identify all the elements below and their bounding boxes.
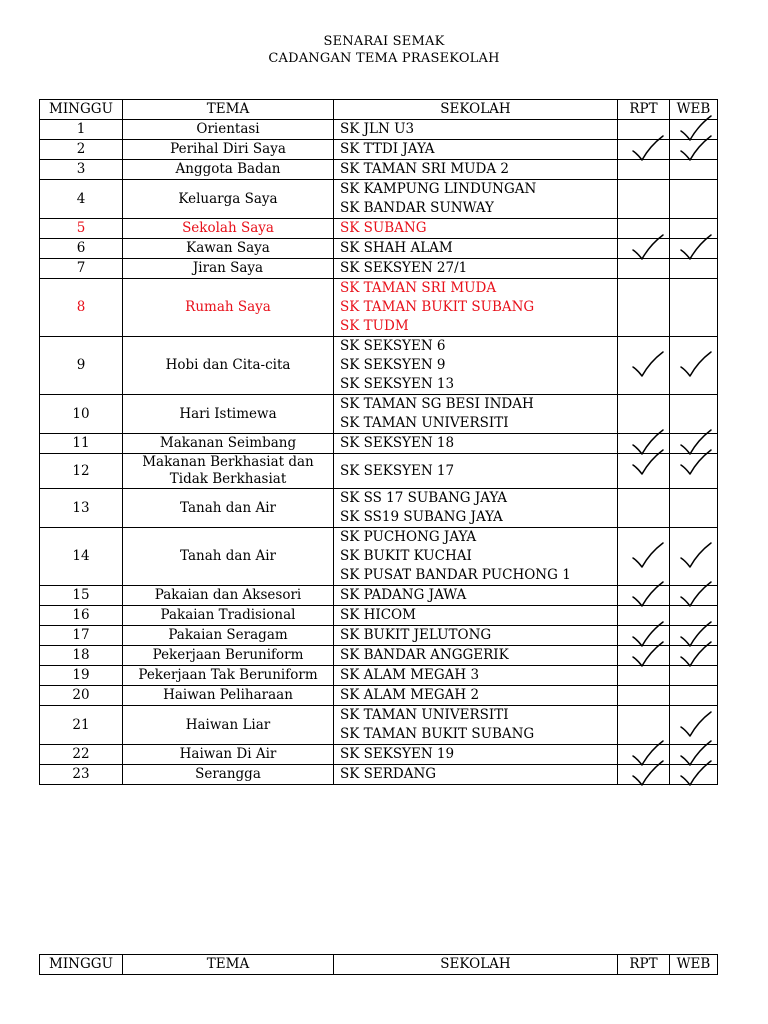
rpt-cell xyxy=(618,686,670,706)
rpt-cell xyxy=(618,646,670,666)
school-name: SK ALAM MEGAH 2 xyxy=(340,687,480,703)
table-row xyxy=(40,586,718,606)
school-name: SK SEKSYEN 13 xyxy=(340,376,455,392)
week-number: 4 xyxy=(40,180,123,219)
table-row xyxy=(40,160,718,180)
table-row xyxy=(40,454,718,489)
web-cell xyxy=(670,160,718,180)
school-name: SK TAMAN SRI MUDA 2 xyxy=(340,161,510,177)
school-name: SK PUSAT BANDAR PUCHONG 1 xyxy=(340,567,571,583)
week-number: 10 xyxy=(40,395,123,434)
school-name: SK TAMAN SRI MUDA xyxy=(340,280,497,296)
rpt-cell xyxy=(618,765,670,785)
school-name: SK TAMAN BUKIT SUBANG xyxy=(340,726,535,742)
school-list xyxy=(334,666,618,686)
week-number: 9 xyxy=(40,337,123,395)
school-name: SK TUDM xyxy=(340,318,409,334)
week-number: 7 xyxy=(40,259,123,279)
school-list xyxy=(334,745,618,765)
table-row xyxy=(40,606,718,626)
school-list xyxy=(334,489,618,528)
check-mark-icon xyxy=(678,233,714,261)
school-list xyxy=(334,528,618,586)
table-row xyxy=(40,259,718,279)
week-number: 13 xyxy=(40,489,123,528)
school-list xyxy=(334,606,618,626)
check-mark-icon xyxy=(630,541,666,569)
checklist-table xyxy=(39,99,718,785)
rpt-cell xyxy=(618,586,670,606)
check-mark-icon xyxy=(630,134,666,162)
header-web: WEB xyxy=(670,100,718,120)
table-row xyxy=(40,745,718,765)
header-theme: TEMA xyxy=(123,100,334,120)
theme-name: Perihal Diri Saya xyxy=(123,140,334,160)
check-mark-icon xyxy=(678,580,714,608)
school-list xyxy=(334,586,618,606)
rpt-cell xyxy=(618,279,670,337)
theme-name: Orientasi xyxy=(123,120,334,140)
week-number: 22 xyxy=(40,745,123,765)
check-mark-icon xyxy=(630,448,666,476)
document-title: SENARAI SEMAK xyxy=(323,34,445,49)
check-mark-icon xyxy=(678,541,714,569)
check-mark-icon xyxy=(678,134,714,162)
week-number: 1 xyxy=(40,120,123,140)
week-number: 8 xyxy=(40,279,123,337)
school-name: SK KAMPUNG LINDUNGAN xyxy=(340,181,537,197)
week-number: 18 xyxy=(40,646,123,666)
check-mark-icon xyxy=(678,710,714,738)
week-number: 15 xyxy=(40,586,123,606)
theme-name: Serangga xyxy=(123,765,334,785)
web-cell xyxy=(670,686,718,706)
rpt-cell xyxy=(618,160,670,180)
table-row xyxy=(40,395,718,434)
web-cell xyxy=(670,180,718,219)
school-name: SK BUKIT KUCHAI xyxy=(340,548,472,564)
table-row xyxy=(40,706,718,745)
web-cell xyxy=(670,239,718,259)
school-list xyxy=(334,259,618,279)
school-name: SK PADANG JAWA xyxy=(340,587,467,603)
rpt-cell xyxy=(618,454,670,489)
school-list xyxy=(334,180,618,219)
school-name: SK BUKIT JELUTONG xyxy=(340,627,492,643)
repeat-header-week: MINGGU xyxy=(40,955,123,975)
theme-name: Hobi dan Cita-cita xyxy=(123,337,334,395)
school-name: SK SS19 SUBANG JAYA xyxy=(340,509,503,525)
school-list xyxy=(334,395,618,434)
web-cell xyxy=(670,259,718,279)
theme-name: Haiwan Liar xyxy=(123,706,334,745)
school-list xyxy=(334,646,618,666)
school-name: SK BANDAR ANGGERIK xyxy=(340,647,509,663)
header-week: MINGGU xyxy=(40,100,123,120)
school-list xyxy=(334,686,618,706)
theme-name: Haiwan Peliharaan xyxy=(123,686,334,706)
school-name: SK HICOM xyxy=(340,607,416,623)
theme-name: Kawan Saya xyxy=(123,239,334,259)
theme-name: Rumah Saya xyxy=(123,279,334,337)
table-row xyxy=(40,239,718,259)
week-number: 16 xyxy=(40,606,123,626)
school-list xyxy=(334,454,618,489)
school-list xyxy=(334,706,618,745)
rpt-cell xyxy=(618,239,670,259)
school-name: SK SEKSYEN 9 xyxy=(340,357,446,373)
school-list xyxy=(334,160,618,180)
theme-name: Tanah dan Air xyxy=(123,528,334,586)
school-name: SK TAMAN BUKIT SUBANG xyxy=(340,299,535,315)
theme-name: Pakaian dan Aksesori xyxy=(123,586,334,606)
theme-name: Keluarga Saya xyxy=(123,180,334,219)
school-list xyxy=(334,140,618,160)
week-number: 20 xyxy=(40,686,123,706)
web-cell xyxy=(670,666,718,686)
theme-name: Pakaian Seragam xyxy=(123,626,334,646)
repeat-header-theme: TEMA xyxy=(123,955,334,975)
week-number: 3 xyxy=(40,160,123,180)
table-row xyxy=(40,279,718,337)
school-name: SK SEKSYEN 6 xyxy=(340,338,446,354)
web-cell xyxy=(670,528,718,586)
table-row xyxy=(40,219,718,239)
theme-name: Sekolah Saya xyxy=(123,219,334,239)
table-row xyxy=(40,666,718,686)
table-row xyxy=(40,140,718,160)
header-rpt: RPT xyxy=(618,100,670,120)
week-number: 5 xyxy=(40,219,123,239)
table-row xyxy=(40,646,718,666)
rpt-cell xyxy=(618,259,670,279)
repeat-header-web: WEB xyxy=(670,955,718,975)
table-row xyxy=(40,626,718,646)
school-name: SK SEKSYEN 19 xyxy=(340,746,455,762)
web-cell xyxy=(670,454,718,489)
theme-name: Makanan Seimbang xyxy=(123,434,334,454)
table-row xyxy=(40,434,718,454)
school-name: SK TAMAN UNIVERSITI xyxy=(340,415,509,431)
table-body xyxy=(40,120,718,785)
header-school: SEKOLAH xyxy=(334,100,618,120)
theme-name: Anggota Badan xyxy=(123,160,334,180)
theme-name: Haiwan Di Air xyxy=(123,745,334,765)
web-cell xyxy=(670,140,718,160)
table-header-row xyxy=(40,100,718,120)
check-mark-icon xyxy=(678,759,714,787)
table-row xyxy=(40,528,718,586)
week-number: 19 xyxy=(40,666,123,686)
school-list xyxy=(334,239,618,259)
check-mark-icon xyxy=(678,448,714,476)
repeat-header-rpt: RPT xyxy=(618,955,670,975)
week-number: 23 xyxy=(40,765,123,785)
check-mark-icon xyxy=(630,580,666,608)
table-row xyxy=(40,489,718,528)
school-name: SK TAMAN UNIVERSITI xyxy=(340,707,509,723)
check-mark-icon xyxy=(678,350,714,378)
school-name: SK JLN U3 xyxy=(340,121,415,137)
document-subtitle: CADANGAN TEMA PRASEKOLAH xyxy=(268,51,500,66)
rpt-cell xyxy=(618,528,670,586)
rpt-cell xyxy=(618,666,670,686)
web-cell xyxy=(670,279,718,337)
table-row xyxy=(40,120,718,140)
week-number: 2 xyxy=(40,140,123,160)
theme-name: Jiran Saya xyxy=(123,259,334,279)
table-row xyxy=(40,180,718,219)
theme-name: Makanan Berkhasiat dan Tidak Berkhasiat xyxy=(123,454,334,489)
school-name: SK SEKSYEN 27/1 xyxy=(340,260,468,276)
rpt-cell xyxy=(618,489,670,528)
web-cell xyxy=(670,765,718,785)
rpt-cell xyxy=(618,337,670,395)
check-mark-icon xyxy=(630,350,666,378)
school-name: SK SEKSYEN 17 xyxy=(340,462,455,479)
repeat-header-school: SEKOLAH xyxy=(334,955,618,975)
table-row xyxy=(40,765,718,785)
school-name: SK ALAM MEGAH 3 xyxy=(340,667,480,683)
theme-name: Tanah dan Air xyxy=(123,489,334,528)
week-number: 14 xyxy=(40,528,123,586)
theme-name: Pekerjaan Tak Beruniform xyxy=(123,666,334,686)
school-name: SK SERDANG xyxy=(340,766,437,782)
week-number: 21 xyxy=(40,706,123,745)
rpt-cell xyxy=(618,180,670,219)
school-name: SK TTDI JAYA xyxy=(340,141,435,157)
week-number: 11 xyxy=(40,434,123,454)
rpt-cell xyxy=(618,140,670,160)
week-number: 12 xyxy=(40,454,123,489)
table-row xyxy=(40,337,718,395)
school-name: SK BANDAR SUNWAY xyxy=(340,200,494,216)
check-mark-icon xyxy=(678,640,714,668)
school-list xyxy=(334,279,618,337)
school-name: SK PUCHONG JAYA xyxy=(340,529,477,545)
week-number: 6 xyxy=(40,239,123,259)
repeat-header-table xyxy=(39,954,718,975)
theme-name: Hari Istimewa xyxy=(123,395,334,434)
table-row xyxy=(40,686,718,706)
school-list xyxy=(334,434,618,454)
week-number: 17 xyxy=(40,626,123,646)
school-name: SK SHAH ALAM xyxy=(340,240,453,256)
school-list xyxy=(334,337,618,395)
school-name: SK SS 17 SUBANG JAYA xyxy=(340,490,508,506)
theme-name: Pekerjaan Beruniform xyxy=(123,646,334,666)
check-mark-icon xyxy=(630,233,666,261)
check-mark-icon xyxy=(630,640,666,668)
school-list xyxy=(334,626,618,646)
school-name: SK SEKSYEN 18 xyxy=(340,435,455,451)
school-name: SK TAMAN SG BESI INDAH xyxy=(340,396,534,412)
school-list xyxy=(334,219,618,239)
school-name: SK SUBANG xyxy=(340,220,427,236)
check-mark-icon xyxy=(630,759,666,787)
web-cell xyxy=(670,646,718,666)
web-cell xyxy=(670,489,718,528)
web-cell xyxy=(670,337,718,395)
repeat-header-row xyxy=(40,955,718,975)
school-list xyxy=(334,765,618,785)
web-cell xyxy=(670,586,718,606)
theme-name: Pakaian Tradisional xyxy=(123,606,334,626)
school-list xyxy=(334,120,618,140)
